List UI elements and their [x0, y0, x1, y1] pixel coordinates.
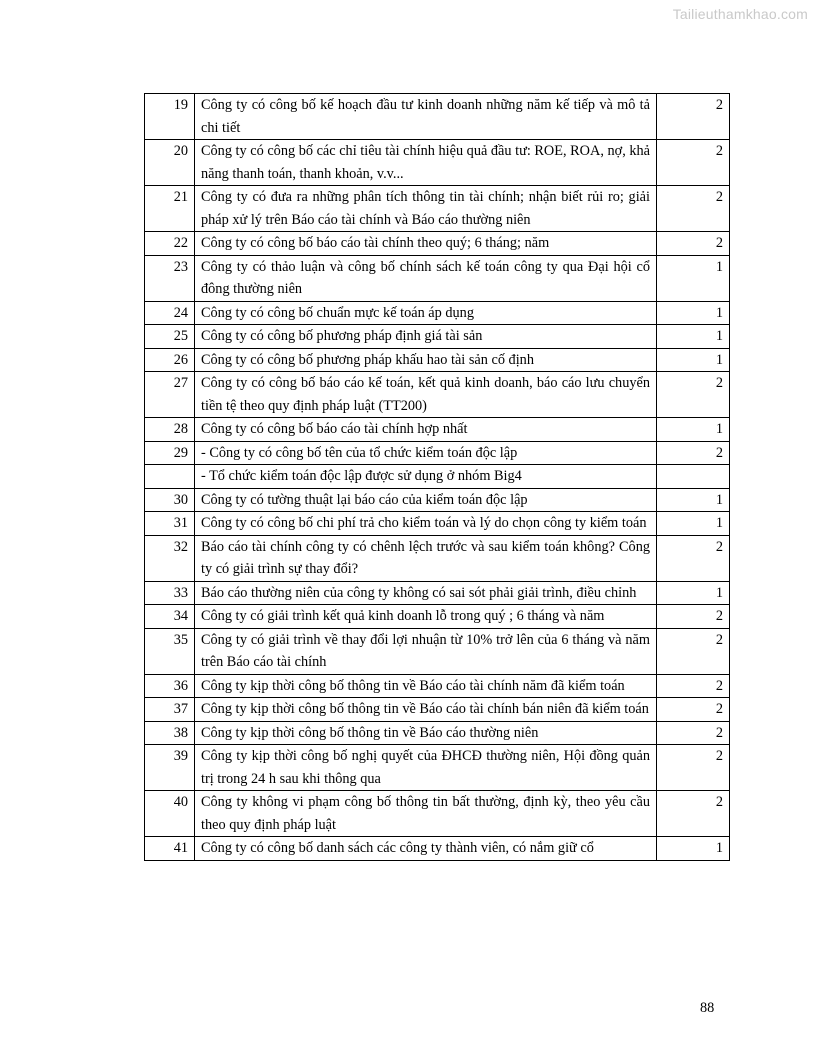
- watermark: Tailieuthamkhao.com: [672, 6, 808, 22]
- row-score: 1: [657, 488, 730, 512]
- row-description: Công ty có công bố kế hoạch đầu tư kinh doanh những năm kế tiếp và mô tả chi tiết: [195, 94, 657, 140]
- row-score: 2: [657, 186, 730, 232]
- table-row: [145, 140, 730, 186]
- row-number: 27: [145, 372, 195, 418]
- row-number: 39: [145, 745, 195, 791]
- table-row: [145, 325, 730, 349]
- row-score: 2: [657, 140, 730, 186]
- row-number: 19: [145, 94, 195, 140]
- row-description: Công ty có công bố báo cáo tài chính theo quý; 6 tháng; năm: [195, 232, 657, 256]
- row-score: 2: [657, 745, 730, 791]
- row-number: 28: [145, 418, 195, 442]
- row-number: 30: [145, 488, 195, 512]
- row-score: 1: [657, 301, 730, 325]
- row-description: Công ty kịp thời công bố nghị quyết của ĐHCĐ thường niên, Hội đồng quản trị trong 24 h sau khi thông qua: [195, 745, 657, 791]
- row-description: - Tổ chức kiểm toán độc lập được sử dụng ở nhóm Big4: [195, 465, 657, 489]
- table-row: [145, 698, 730, 722]
- table-row: [145, 465, 730, 489]
- row-score: 1: [657, 512, 730, 536]
- table-row: [145, 441, 730, 465]
- row-description: Công ty có công bố chuẩn mực kế toán áp dụng: [195, 301, 657, 325]
- row-score: 2: [657, 791, 730, 837]
- table-row: [145, 255, 730, 301]
- table-row: [145, 628, 730, 674]
- row-description: Công ty có công bố các chỉ tiêu tài chính hiệu quả đầu tư: ROE, ROA, nợ, khả năng thanh toán, thanh khoản, v.v...: [195, 140, 657, 186]
- table-row: [145, 372, 730, 418]
- table-row: [145, 512, 730, 536]
- page-number: 88: [700, 1000, 715, 1016]
- row-score: 1: [657, 325, 730, 349]
- table-row: [145, 418, 730, 442]
- row-number: 33: [145, 581, 195, 605]
- table-row: [145, 791, 730, 837]
- row-score: 2: [657, 94, 730, 140]
- row-number: 25: [145, 325, 195, 349]
- table-row: [145, 232, 730, 256]
- row-number: 22: [145, 232, 195, 256]
- row-number: 26: [145, 348, 195, 372]
- row-number: 34: [145, 605, 195, 629]
- row-number: 20: [145, 140, 195, 186]
- row-score: 2: [657, 232, 730, 256]
- row-score: 2: [657, 628, 730, 674]
- row-description: Công ty kịp thời công bố thông tin về Báo cáo tài chính năm đã kiểm toán: [195, 674, 657, 698]
- row-number: 24: [145, 301, 195, 325]
- row-score: 2: [657, 372, 730, 418]
- table-row: [145, 348, 730, 372]
- row-description: - Công ty có công bố tên của tổ chức kiểm toán độc lập: [195, 441, 657, 465]
- row-number: 37: [145, 698, 195, 722]
- row-description: Công ty có đưa ra những phân tích thông tin tài chính; nhận biết rủi ro; giải pháp xử lý trên Báo cáo tài chính và Báo cáo thường niên: [195, 186, 657, 232]
- table-row: [145, 837, 730, 861]
- row-score: 2: [657, 721, 730, 745]
- row-number: 23: [145, 255, 195, 301]
- table-row: [145, 581, 730, 605]
- table-row: [145, 488, 730, 512]
- row-score: 1: [657, 348, 730, 372]
- row-score: 1: [657, 581, 730, 605]
- row-description: Công ty có tường thuật lại báo cáo của kiểm toán độc lập: [195, 488, 657, 512]
- row-score: 1: [657, 418, 730, 442]
- table-row: [145, 745, 730, 791]
- row-score: 1: [657, 255, 730, 301]
- table-row: [145, 301, 730, 325]
- row-description: Công ty có công bố phương pháp định giá tài sản: [195, 325, 657, 349]
- row-description: Báo cáo thường niên của công ty không có sai sót phải giải trình, điều chỉnh: [195, 581, 657, 605]
- criteria-table: [144, 93, 730, 861]
- row-description: Công ty có công bố báo cáo kế toán, kết quả kinh doanh, báo cáo lưu chuyển tiền tệ theo quy định pháp luật (TT200): [195, 372, 657, 418]
- table-row: [145, 674, 730, 698]
- row-number: 40: [145, 791, 195, 837]
- row-description: Công ty có giải trình về thay đổi lợi nhuận từ 10% trở lên của 6 tháng và năm trên Báo cáo tài chính: [195, 628, 657, 674]
- row-description: Công ty có công bố báo cáo tài chính hợp nhất: [195, 418, 657, 442]
- row-number: 31: [145, 512, 195, 536]
- row-number: 35: [145, 628, 195, 674]
- row-number: 41: [145, 837, 195, 861]
- table-row: [145, 186, 730, 232]
- table-row: [145, 721, 730, 745]
- row-number: 21: [145, 186, 195, 232]
- row-score: 2: [657, 698, 730, 722]
- row-description: Báo cáo tài chính công ty có chênh lệch trước và sau kiểm toán không? Công ty có giải trình sự thay đổi?: [195, 535, 657, 581]
- row-number: 38: [145, 721, 195, 745]
- row-score: [657, 465, 730, 489]
- row-number: 36: [145, 674, 195, 698]
- row-description: Công ty có công bố chi phí trả cho kiểm toán và lý do chọn công ty kiểm toán: [195, 512, 657, 536]
- row-score: 2: [657, 441, 730, 465]
- table-row: [145, 94, 730, 140]
- row-score: 2: [657, 674, 730, 698]
- row-score: 2: [657, 535, 730, 581]
- row-description: Công ty không vi phạm công bố thông tin bất thường, định kỳ, theo yêu cầu theo quy định pháp luật: [195, 791, 657, 837]
- row-number: 32: [145, 535, 195, 581]
- row-score: 2: [657, 605, 730, 629]
- row-description: Công ty có thảo luận và công bố chính sách kế toán công ty qua Đại hội cổ đông thường niên: [195, 255, 657, 301]
- row-description: Công ty kịp thời công bố thông tin về Báo cáo tài chính bán niên đã kiểm toán: [195, 698, 657, 722]
- row-number: [145, 465, 195, 489]
- table-row: [145, 535, 730, 581]
- row-description: Công ty có giải trình kết quả kinh doanh lỗ trong quý ; 6 tháng và năm: [195, 605, 657, 629]
- row-score: 1: [657, 837, 730, 861]
- table-row: [145, 605, 730, 629]
- row-description: Công ty có công bố danh sách các công ty thành viên, có nắm giữ cổ: [195, 837, 657, 861]
- row-description: Công ty có công bố phương pháp khấu hao tài sản cố định: [195, 348, 657, 372]
- row-description: Công ty kịp thời công bố thông tin về Báo cáo thường niên: [195, 721, 657, 745]
- row-number: 29: [145, 441, 195, 465]
